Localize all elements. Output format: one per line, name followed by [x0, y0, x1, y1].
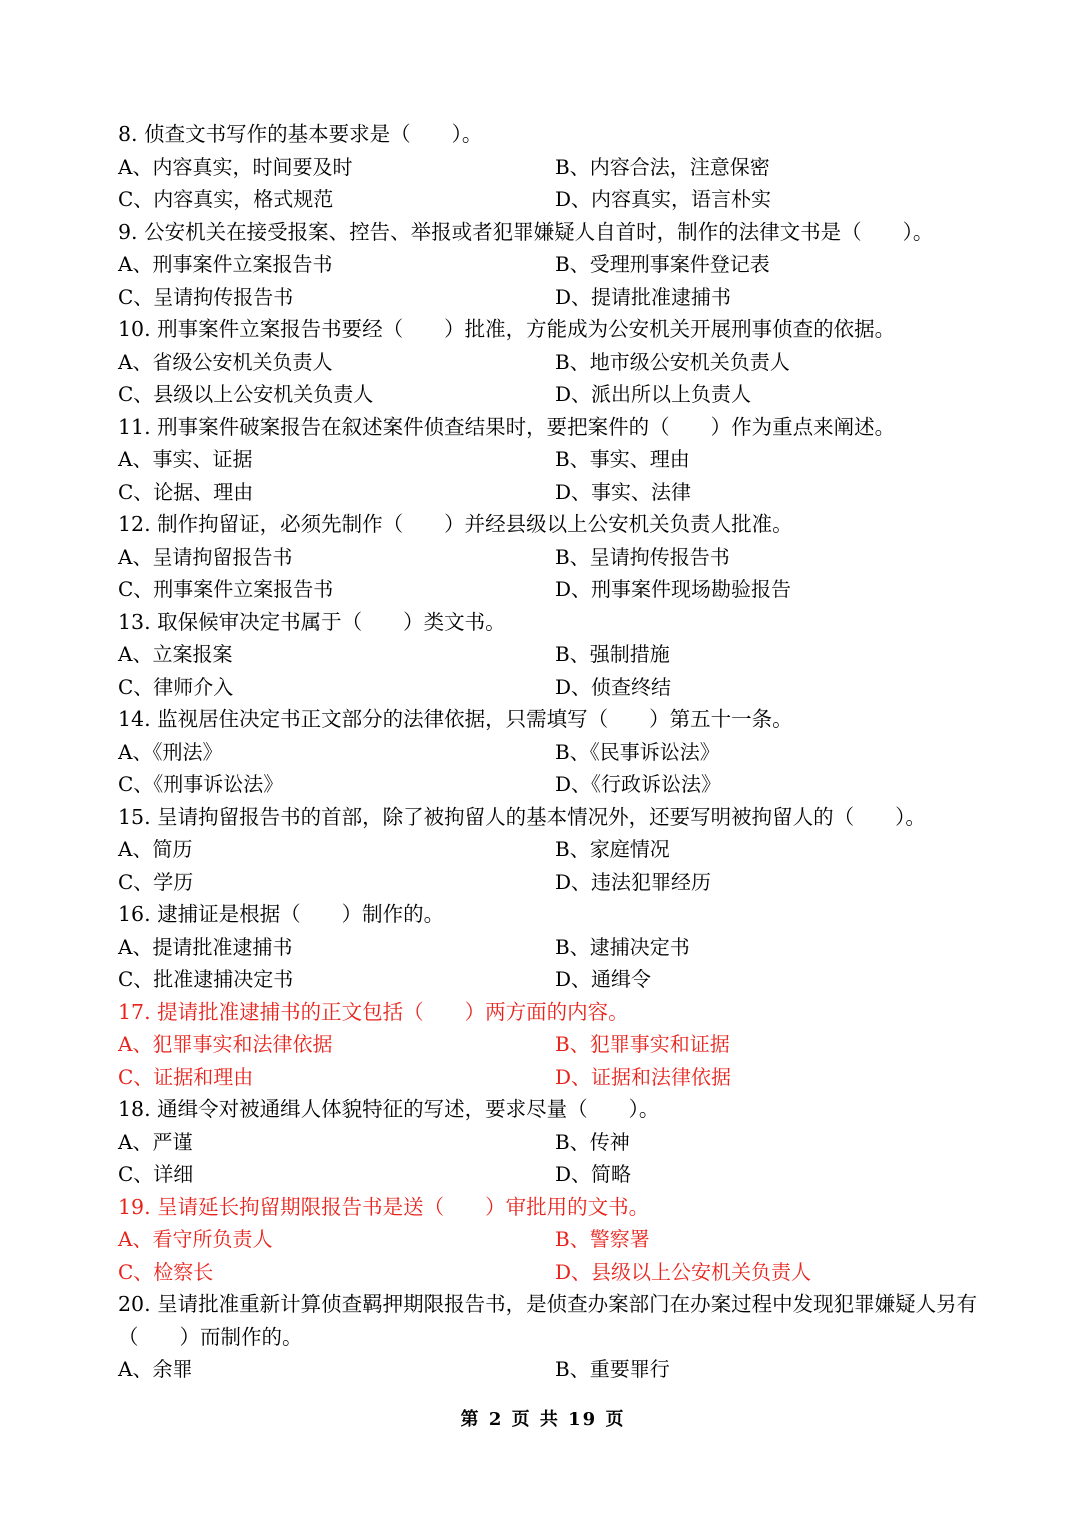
option-d: D、刑事案件现场勘验报告	[555, 577, 792, 601]
options-row	[118, 768, 978, 801]
options-row	[118, 378, 978, 411]
question-block	[118, 508, 978, 606]
option-d: D、通缉令	[555, 967, 652, 991]
option-d: D、证据和法律依据	[555, 1064, 732, 1089]
option-a: A、立案报案	[118, 642, 233, 666]
option-a: A、看守所负责人	[118, 1227, 273, 1251]
question-text: 16. 逮捕证是根据（ ）制作的。	[118, 902, 445, 926]
option-d: D、违法犯罪经历	[555, 869, 712, 894]
options-row	[118, 1353, 978, 1386]
options-row	[118, 638, 978, 671]
question-block	[118, 313, 978, 411]
option-b: B、事实、理由	[555, 447, 690, 471]
question-block	[118, 996, 978, 1094]
option-c: C、内容真实，格式规范	[118, 187, 334, 211]
option-c: C、《刑事诉讼法》	[118, 772, 284, 796]
question-text: 15. 呈请拘留报告书的首部，除了被拘留人的基本情况外，还要写明被拘留人的（ ）。	[118, 804, 926, 829]
question-block	[118, 411, 978, 509]
document-body	[118, 118, 978, 1386]
option-b: B、警察署	[555, 1227, 650, 1251]
options-row	[118, 866, 978, 899]
options-row	[118, 671, 978, 704]
options-row	[118, 1158, 978, 1191]
option-b: B、重要罪行	[555, 1357, 670, 1381]
option-a: A、简历	[118, 837, 193, 861]
options-row	[118, 736, 978, 769]
question-block	[118, 801, 978, 899]
options-row	[118, 281, 978, 314]
options-row	[118, 1256, 978, 1289]
question-text: 17. 提请批准逮捕书的正文包括（ ）两方面的内容。	[118, 999, 629, 1024]
option-b: B、呈请拘传报告书	[555, 544, 730, 569]
options-row	[118, 476, 978, 509]
option-d: D、侦查终结	[555, 674, 672, 699]
option-b: B、受理刑事案件登记表	[555, 252, 770, 276]
option-d: D、县级以上公安机关负责人	[555, 1259, 812, 1284]
question-block	[118, 118, 978, 216]
option-c: C、呈请拘传报告书	[118, 284, 294, 309]
question-list	[118, 118, 978, 1288]
option-a: A、《刑法》	[118, 739, 223, 764]
option-c: C、详细	[118, 1162, 194, 1186]
options-row	[118, 151, 978, 184]
option-a: A、呈请拘留报告书	[118, 544, 293, 569]
option-d: D、提请批准逮捕书	[555, 284, 732, 309]
option-a: A、余罪	[118, 1357, 193, 1381]
question-block	[118, 703, 978, 801]
option-a: A、严谨	[118, 1129, 193, 1154]
option-a: A、省级公安机关负责人	[118, 349, 333, 374]
option-c: C、县级以上公安机关负责人	[118, 382, 374, 406]
option-d: D、简略	[555, 1162, 632, 1186]
option-b: B、地市级公安机关负责人	[555, 349, 790, 374]
option-b: B、逮捕决定书	[555, 934, 690, 959]
options-row	[118, 573, 978, 606]
option-c: C、刑事案件立案报告书	[118, 577, 334, 601]
option-b: B、犯罪事实和证据	[555, 1032, 730, 1056]
option-c: C、批准逮捕决定书	[118, 967, 294, 991]
question-text: 12. 制作拘留证，必须先制作（ ）并经县级以上公安机关负责人批准。	[118, 512, 793, 536]
option-a: A、犯罪事实和法律依据	[118, 1032, 333, 1056]
options-row	[118, 443, 978, 476]
option-b: B、《民事诉讼法》	[555, 739, 720, 764]
option-b: B、强制措施	[555, 642, 670, 666]
option-d: D、《行政诉讼法》	[555, 772, 722, 796]
question-block	[118, 606, 978, 704]
options-row	[118, 1061, 978, 1094]
question-text: 18. 通缉令对被通缉人体貌特征的写述，要求尽量（ ）。	[118, 1097, 660, 1121]
question-text: 19. 呈请延长拘留期限报告书是送（ ）审批用的文书。	[118, 1194, 650, 1219]
option-c: C、论据、理由	[118, 479, 254, 504]
question-text: 13. 取保候审决定书属于（ ）类文书。	[118, 609, 506, 634]
option-d: D、派出所以上负责人	[555, 382, 752, 406]
options-row	[118, 346, 978, 379]
options-row	[118, 833, 978, 866]
option-c: C、检察长	[118, 1259, 214, 1284]
options-row	[118, 183, 978, 216]
options-row	[118, 1028, 978, 1061]
question-20	[118, 1288, 978, 1386]
option-c: C、律师介入	[118, 674, 234, 699]
option-b: B、内容合法，注意保密	[555, 154, 770, 179]
question-text: 14. 监视居住决定书正文部分的法律依据，只需填写（ ）第五十一条。	[118, 707, 793, 731]
option-b: B、传神	[555, 1129, 630, 1154]
question-text: 8. 侦查文书写作的基本要求是（ ）。	[118, 122, 483, 146]
option-a: A、提请批准逮捕书	[118, 934, 293, 959]
options-row	[118, 931, 978, 964]
options-row	[118, 1126, 978, 1159]
page-footer: 第 2 页 共 19 页	[460, 1409, 626, 1430]
options-row	[118, 1223, 978, 1256]
question-text: 9. 公安机关在接受报案、控告、举报或者犯罪嫌疑人自首时，制作的法律文书是（ ）。	[118, 219, 934, 244]
question-text: 10. 刑事案件立案报告书要经（ ）批准，方能成为公安机关开展刑事侦查的依据。	[118, 317, 896, 341]
option-d: D、事实、法律	[555, 479, 692, 504]
question-block	[118, 216, 978, 314]
options-row	[118, 541, 978, 574]
question-block	[118, 898, 978, 996]
option-b: B、家庭情况	[555, 837, 670, 861]
question-text: 11. 刑事案件破案报告在叙述案件侦查结果时，要把案件的（ ）作为重点来阐述。	[118, 414, 896, 439]
option-c: C、学历	[118, 869, 194, 894]
option-a: A、事实、证据	[118, 447, 253, 471]
option-a: A、刑事案件立案报告书	[118, 252, 333, 276]
question-text: 20. 呈请批准重新计算侦查羁押期限报告书，是侦查办案部门在办案过程中发现犯罪嫌疑人另有（ ）而制作的。	[118, 1292, 978, 1349]
option-d: D、内容真实，语言朴实	[555, 187, 772, 211]
options-row	[118, 248, 978, 281]
option-a: A、内容真实，时间要及时	[118, 154, 353, 179]
option-c: C、证据和理由	[118, 1064, 254, 1089]
question-block	[118, 1191, 978, 1289]
question-block	[118, 1093, 978, 1191]
options-row	[118, 963, 978, 996]
